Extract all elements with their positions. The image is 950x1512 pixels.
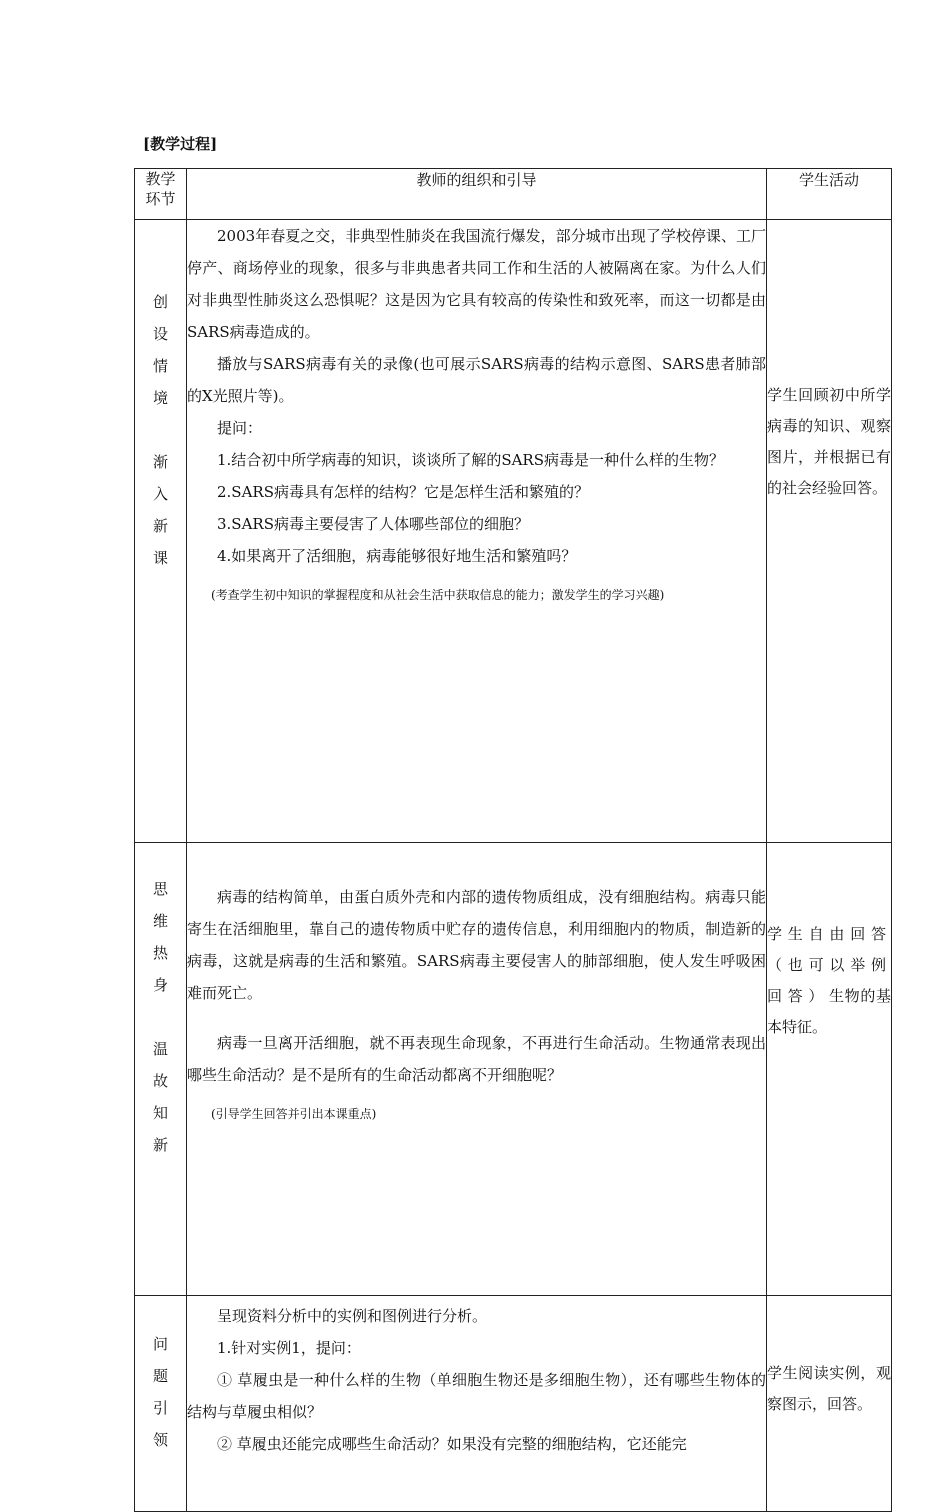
- stage-char: 维: [152, 912, 168, 930]
- header-stage-line1: 教学: [145, 170, 176, 188]
- stage-cell: [135, 220, 187, 843]
- table-row: [135, 1296, 892, 1512]
- paragraph: 4.如果离开了活细胞，病毒能够很好地生活和繁殖吗？: [217, 547, 577, 565]
- header-stage-line2: 环节: [145, 190, 176, 208]
- teacher-content: [187, 220, 767, 843]
- teacher-content: [187, 1296, 767, 1512]
- note: (引导学生回答并引出本课重点): [211, 1107, 377, 1121]
- student-activity: 学生阅读实例，观察图示，回答。: [767, 1296, 892, 1512]
- stage-char: 课: [152, 549, 168, 567]
- section-title: [教学过程]: [143, 135, 218, 153]
- stage-char: 题: [152, 1367, 168, 1385]
- stage-char: 渐: [152, 453, 168, 471]
- teacher-content: [187, 843, 767, 1296]
- paragraph: 2003年春夏之交，非典型性肺炎在我国流行爆发，部分城市出现了学校停课、工厂停产、商场停业的现象，很多与非典患者共同工作和生活的人被隔离在家。为什么人们对非典型性肺炎这么恐惧呢？这是因为它具有较高的传染性和致死率，而这一切都是由SARS病毒造成的。: [187, 227, 766, 341]
- paragraph: 3.SARS病毒主要侵害了人体哪些部位的细胞？: [217, 515, 529, 533]
- paragraph: 播放与SARS病毒有关的录像(也可展示SARS病毒的结构示意图、SARS患者肺部的X光照片等)。: [187, 355, 766, 405]
- header-teacher: 教师的组织和引导: [187, 169, 767, 220]
- paragraph: 1.针对实例1，提问：: [217, 1339, 361, 1357]
- stage-cell: [135, 1296, 187, 1512]
- stage-char: 新: [152, 517, 168, 535]
- stage-char: 知: [152, 1104, 168, 1122]
- header-stage: [135, 169, 187, 220]
- student-activity: [767, 843, 892, 1296]
- paragraph: ② 草履虫还能完成哪些生命活动？如果没有完整的细胞结构，它还能完: [217, 1435, 687, 1453]
- paragraph: 提问：: [217, 419, 263, 437]
- student-activity: 学生回顾初中所学病毒的知识、观察图片，并根据已有的社会经验回答。: [767, 220, 892, 843]
- header-student: 学生活动: [767, 169, 892, 220]
- table-row: [135, 843, 892, 1296]
- stage-char: 热: [152, 944, 168, 962]
- stage-char: 入: [152, 485, 168, 503]
- note: (考查学生初中知识的掌握程度和从社会生活中获取信息的能力；激发学生的学习兴趣): [211, 588, 665, 602]
- stage-char: 身: [152, 976, 168, 994]
- stage-char: 故: [152, 1072, 168, 1090]
- table-header-row: [135, 169, 892, 220]
- student-activity-text: 生物的基本特征。: [767, 987, 891, 1036]
- stage-char: 温: [152, 1040, 168, 1058]
- stage-char: 新: [152, 1136, 168, 1154]
- table-row: [135, 220, 892, 843]
- stage-char: 问: [152, 1335, 168, 1353]
- stage-char: 设: [152, 325, 168, 343]
- paragraph: 1.结合初中所学病毒的知识，谈谈所了解的SARS病毒是一种什么样的生物？: [217, 451, 724, 469]
- stage-char: 思: [152, 880, 168, 898]
- paragraph: 呈现资料分析中的实例和图例进行分析。: [217, 1307, 488, 1325]
- stage-char: 境: [152, 389, 168, 407]
- paragraph: 2.SARS病毒具有怎样的结构？它是怎样生活和繁殖的？: [217, 483, 589, 501]
- paragraph: ① 草履虫是一种什么样的生物（单细胞生物还是多细胞生物），还有哪些生物体的结构与草履虫相似？: [187, 1371, 766, 1421]
- paragraph: 病毒一旦离开活细胞，就不再表现生命现象，不再进行生命活动。生物通常表现出哪些生命活动？是不是所有的生命活动都离不开细胞呢？: [187, 1034, 766, 1084]
- stage-char: 情: [152, 357, 168, 375]
- stage-char: 引: [152, 1399, 168, 1417]
- student-activity-text: 学生自由回答（也可以举例回答）: [767, 925, 891, 1005]
- lesson-table: [134, 168, 892, 1512]
- paragraph: 病毒的结构简单，由蛋白质外壳和内部的遗传物质组成，没有细胞结构。病毒只能寄生在活细胞里，靠自己的遗传物质中贮存的遗传信息，利用细胞内的物质，制造新的病毒，这就是病毒的生活和繁殖。SARS病毒主要侵害人的肺部细胞，使人发生呼吸困难而死亡。: [187, 888, 766, 1002]
- stage-char: 领: [152, 1431, 168, 1449]
- stage-cell: [135, 843, 187, 1296]
- stage-char: 创: [152, 293, 168, 311]
